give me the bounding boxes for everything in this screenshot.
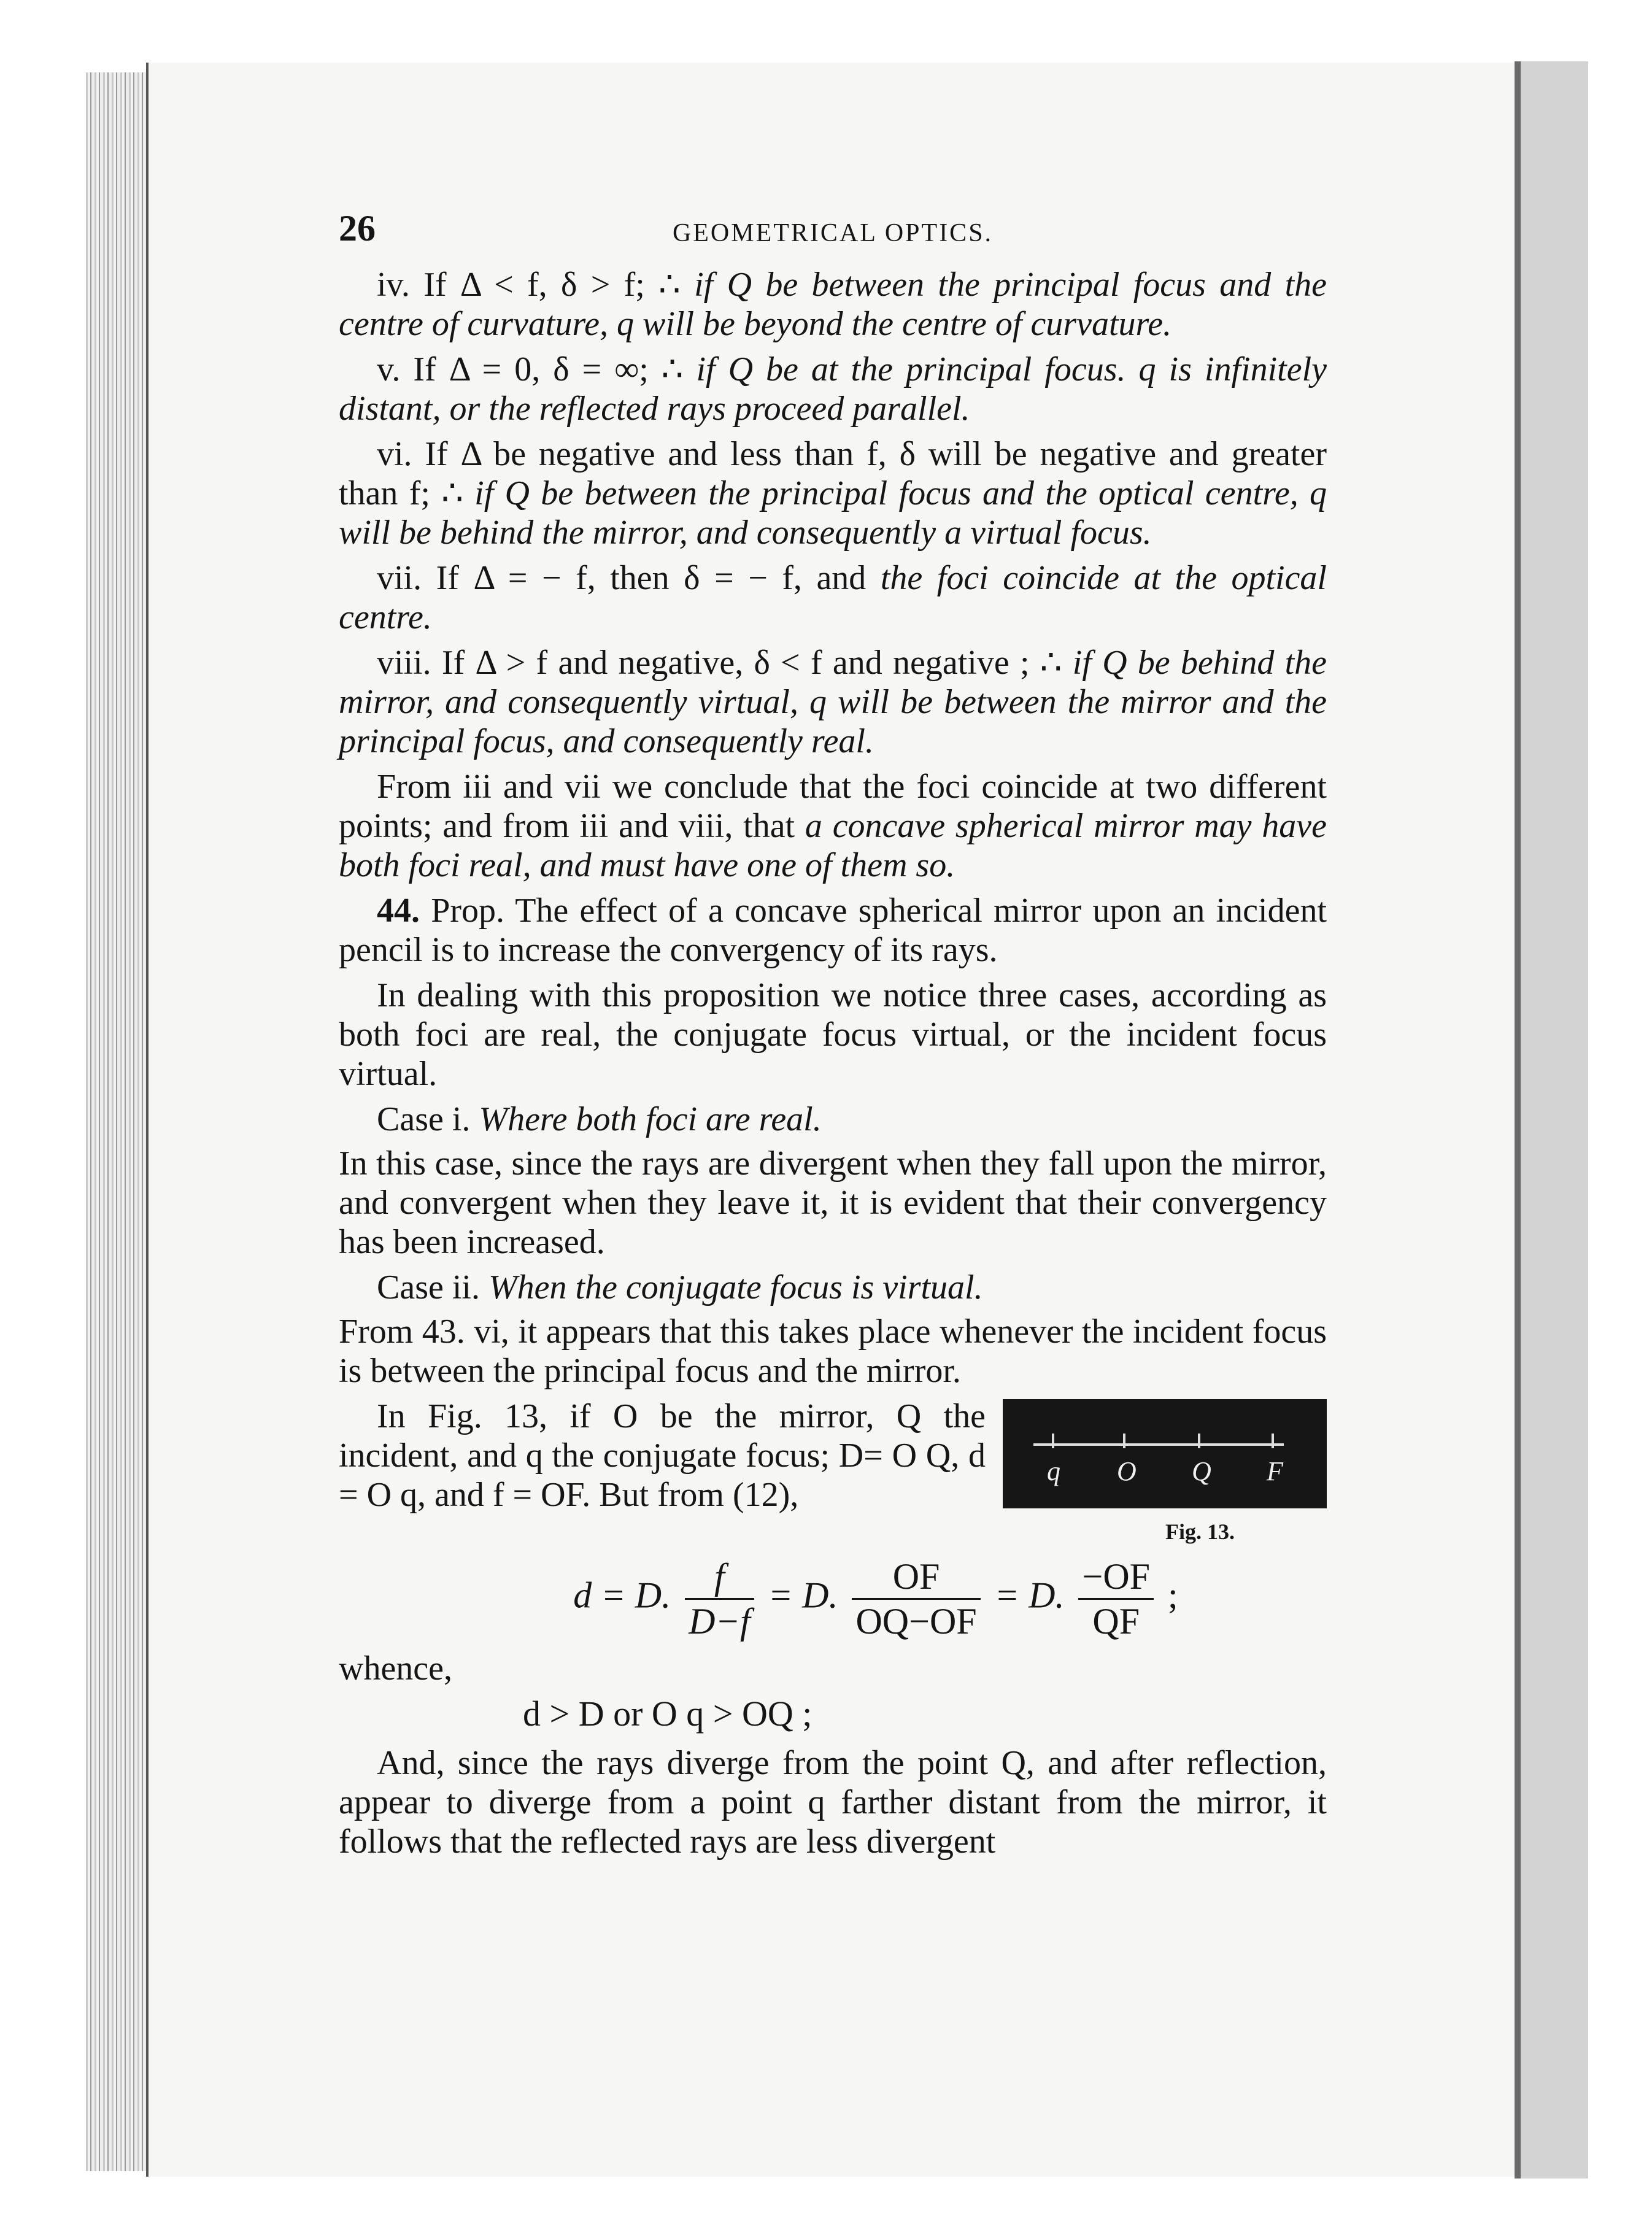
fraction: $\frac{OF}{OQ-OF}$ [852, 1555, 980, 1643]
figure-label: O [1117, 1456, 1137, 1486]
paragraph-conclusion: From iii and vii we conclude that the foci coincide at two different points; and from iii and viii, that a concave spherical mirror may have both foci real, and must have one of them so. [339, 768, 1327, 884]
case-i-heading: Case i. Where both foci are real. [377, 1100, 822, 1138]
tick-mark [1272, 1434, 1274, 1448]
paragraph-viii: viii. If Δ > f and negative, δ < f and negative ; ∴ if Q be behind the mirror, and consequently virtual, q will be between the mirror and the principal focus, and consequently real. [339, 644, 1327, 760]
page-header [339, 209, 1327, 265]
paragraph-v: v. If Δ = 0, δ = ∞; ∴ if Q be at the principal focus. q is infinitely distant, or the reflected rays proceed parallel. [339, 350, 1327, 428]
paragraph-final: And, since the rays diverge from the point Q, and after reflection, appear to diverge from a point q farther distant from the mirror, it follows that the reflected rays are less divergent [339, 1744, 1327, 1861]
formula-inequality: d > D or O q > OQ ; [523, 1694, 812, 1734]
case-ii-heading: Case ii. When the conjugate focus is virtual. [377, 1268, 983, 1306]
paragraph-vii: vii. If Δ = − f, then δ = − f, and the foci coincide at the optical centre. [339, 559, 1327, 636]
figure-caption: Fig. 13. [1165, 1519, 1235, 1544]
book-gutter [86, 72, 153, 2171]
whence: whence, [339, 1650, 453, 1688]
case-ii-text: From 43. vi, it appears that this takes place whenever the incident focus is between the principal focus and the mirror. [339, 1313, 1327, 1390]
paragraph-dealing: In dealing with this proposition we notice three cases, according as both foci are real, the conjugate focus virtual, or the incident focus virtual. [339, 976, 1327, 1093]
tick-mark [1052, 1434, 1054, 1448]
paragraph-iv: iv. If Δ < f, δ > f; ∴ if Q be between the principal focus and the centre of curvature, q will be beyond the centre of curvature. [339, 266, 1327, 343]
tick-mark [1198, 1434, 1200, 1448]
figure-13-image [1003, 1399, 1327, 1508]
next-page-edge [1515, 61, 1588, 2178]
tick-mark [1123, 1434, 1125, 1448]
article-number: 44. [377, 892, 420, 930]
figure-label: Q [1192, 1456, 1211, 1486]
figure-label: F [1267, 1456, 1283, 1486]
proposition-44: 44. Prop. The effect of a concave spherical mirror upon an incident pencil is to increase the convergency of its rays. [339, 892, 1327, 969]
figure-label: q [1047, 1456, 1060, 1486]
paragraph-fig13: In Fig. 13, if O be the mirror, Q the incident, and q the conjugate focus; D= O Q, d = O q, and f = OF. But from (12), [339, 1397, 986, 1514]
running-head: GEOMETRICAL OPTICS. [672, 219, 994, 247]
page-text [339, 209, 1327, 1867]
formula-d: d = D. $\frac{f}{D-f}$ = D. $\frac{OF}{OQ-OF}$ = D. $\frac{-OF}{QF}$ ; [573, 1556, 1178, 1642]
figure-13 [1003, 1399, 1327, 1551]
axis-line [1033, 1443, 1284, 1446]
fraction: $\frac{-OF}{QF}$ [1078, 1555, 1154, 1643]
fraction: $\frac{f}{D-f}$ [685, 1555, 754, 1643]
case-i-text: In this case, since the rays are divergent when they fall upon the mirror, and convergent when they leave it, it is evident that their convergency has been increased. [339, 1144, 1327, 1261]
page-number: 26 [339, 208, 376, 249]
paragraph-vi: vi. If Δ be negative and less than f, δ will be negative and greater than f; ∴ if Q be between the principal focus and the optical centre, q will be behind the mirror, and consequently a virtual focus. [339, 435, 1327, 552]
